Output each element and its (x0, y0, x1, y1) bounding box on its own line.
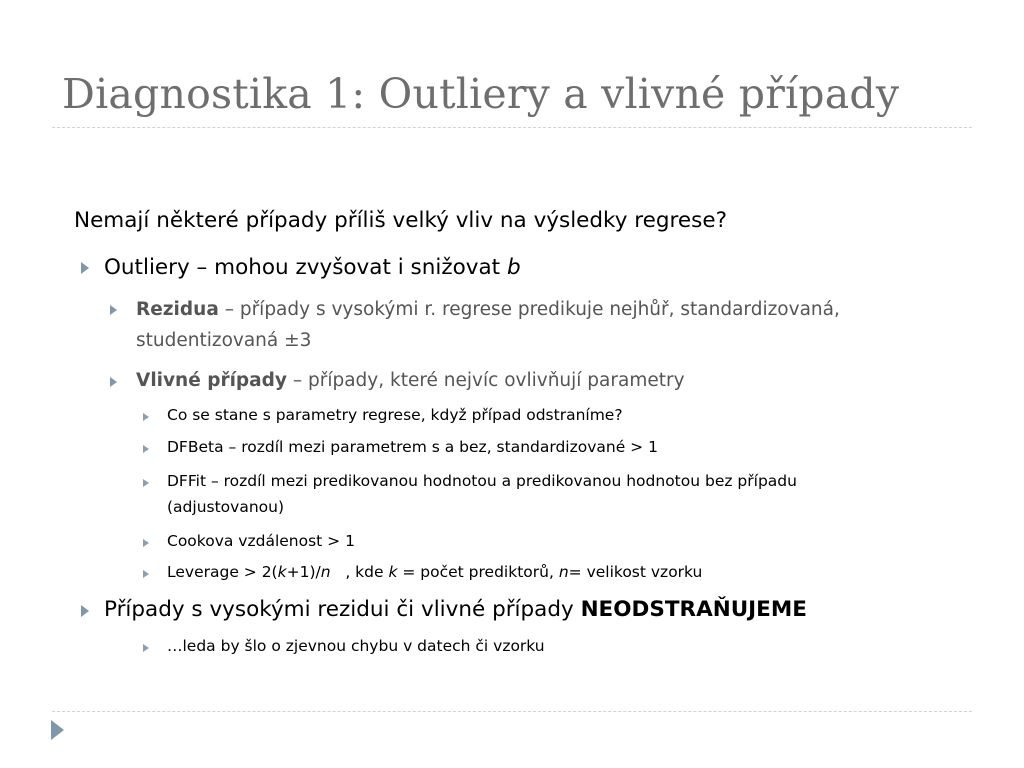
leverage-item (167, 563, 702, 581)
conclusion-emphasis: NEODSTRAŇUJEME (580, 597, 807, 622)
vlivne-label: Vlivné případy (136, 370, 287, 391)
leverage-text: +1)/ (286, 563, 321, 581)
outliers-item (104, 255, 521, 280)
conclusion-item (104, 597, 807, 622)
bullet-triangle-icon (143, 445, 149, 453)
sub-item: Co se stane s parametry regrese, když případ odstraníme? (167, 406, 623, 424)
bullet-triangle-icon (143, 479, 149, 487)
bullet-triangle-icon (110, 377, 117, 387)
leverage-text: , kde (330, 563, 389, 581)
bullet-triangle-icon (110, 305, 117, 315)
last-sub-item: …leda by šlo o zjevnou chybu v datech či vzorku (167, 637, 545, 655)
slide-title: Diagnostika 1: Outliery a vlivné případy (62, 70, 900, 118)
leverage-k: k (388, 563, 398, 581)
leverage-text: = počet prediktorů, (397, 563, 559, 581)
intro-question: Nemají některé případy příliš velký vliv na výsledky regrese? (74, 208, 727, 233)
bullet-triangle-icon (143, 644, 149, 652)
footer-divider (52, 711, 972, 712)
vlivne-item (136, 370, 685, 391)
bullet-triangle-icon (81, 262, 89, 274)
leverage-text: Leverage > 2( (167, 563, 278, 581)
sub-item-continuation: (adjustovanou) (167, 498, 284, 516)
conclusion-text: Případy s vysokými rezidui či vlivné případy (104, 597, 581, 622)
bullet-triangle-icon (143, 413, 149, 421)
bullet-triangle-icon (143, 539, 149, 547)
leverage-text: = velikost vzorku (568, 563, 703, 581)
rezidua-item (136, 299, 840, 320)
rezidua-text: – případy s vysokými r. regrese predikuje nejhůř, standardizovaná, (218, 299, 840, 320)
leverage-n: n (558, 563, 569, 581)
vlivne-text: – případy, které nejvíc ovlivňují parametry (286, 370, 685, 391)
sub-item: DFFit – rozdíl mezi predikovanou hodnotou a predikovanou hodnotou bez případu (167, 472, 797, 490)
outliers-variable: b (506, 255, 521, 280)
rezidua-continuation: studentizovaná ±3 (136, 330, 312, 351)
bullet-triangle-icon (143, 570, 149, 578)
sub-item: DFBeta – rozdíl mezi parametrem s a bez, standardizované > 1 (167, 438, 658, 456)
sub-item: Cookova vzdálenost > 1 (167, 532, 355, 550)
outliers-text: Outliery – mohou zvyšovat i snižovat (104, 255, 507, 280)
bullet-triangle-icon (81, 605, 89, 617)
leverage-k: k (277, 563, 287, 581)
leverage-n: n (320, 563, 331, 581)
rezidua-label: Rezidua (136, 299, 219, 320)
play-triangle-icon[interactable] (51, 720, 64, 740)
